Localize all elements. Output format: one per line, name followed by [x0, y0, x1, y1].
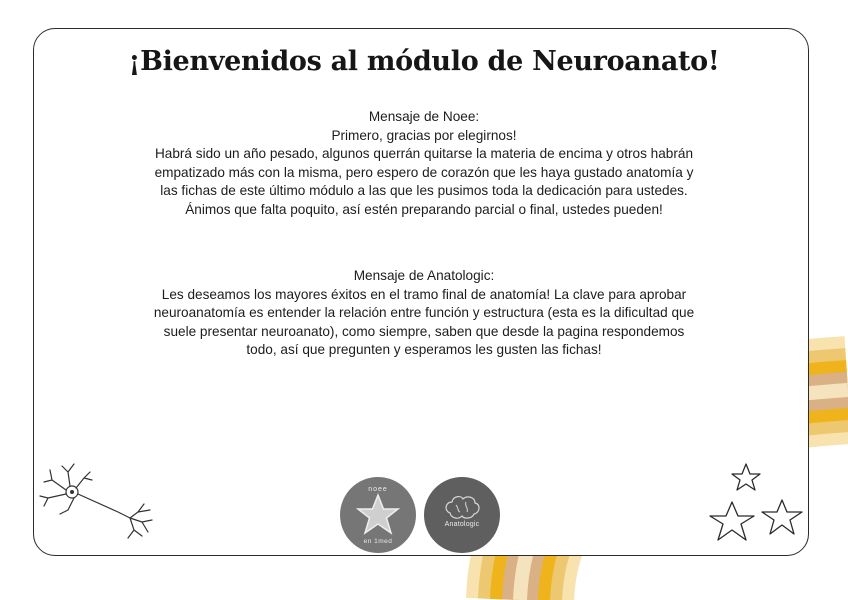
message-line: las fichas de este último módulo a las que les pusimos toda la dedicación para ustedes. — [160, 183, 688, 198]
message-anatologic — [70, 267, 778, 360]
message-line: empatizado más con la misma, pero espero de corazón que les haya gustado anatomía y — [154, 164, 694, 180]
message-line: Habrá sido un año pesado, algunos querrán quitarse la materia de encima y otros habrán — [154, 146, 694, 161]
neuron-icon — [38, 462, 168, 547]
logo-bottom-text: en 1med — [363, 538, 393, 545]
logo-top-text: noee — [368, 486, 388, 493]
message-heading: Mensaje de Anatologic: — [353, 268, 495, 283]
star-icon — [702, 462, 814, 544]
page-title: ¡Bienvenidos al módulo de Neuroanato! — [128, 46, 720, 77]
message-line: Les deseamos los mayores éxitos en el tramo final de anatomía! La clave para aprobar — [161, 286, 687, 302]
message-noee — [70, 108, 778, 219]
brain-icon — [442, 493, 482, 523]
message-line: Primero, gracias por elegirnos! — [331, 127, 517, 143]
anatologic-logo-text: Anatologic — [444, 521, 480, 528]
message-line: suele presentar neuroanato), como siempre, saben que desde la pagina respondemos — [163, 323, 685, 339]
message-line: todo, así que pregunten y esperamos les gusten las fichas! — [246, 342, 602, 357]
message-heading: Mensaje de Noee: — [368, 109, 480, 124]
noee-logo — [340, 477, 416, 553]
anatologic-logo — [424, 477, 500, 553]
message-line: Ánimos que falta poquito, así estén preparando parcial o final, ustedes pueden! — [185, 201, 663, 217]
star-logo-icon — [355, 492, 401, 538]
message-line: neuroanatomía es entender la relación entre función y estructura (esta es la dificultad que — [153, 305, 695, 320]
